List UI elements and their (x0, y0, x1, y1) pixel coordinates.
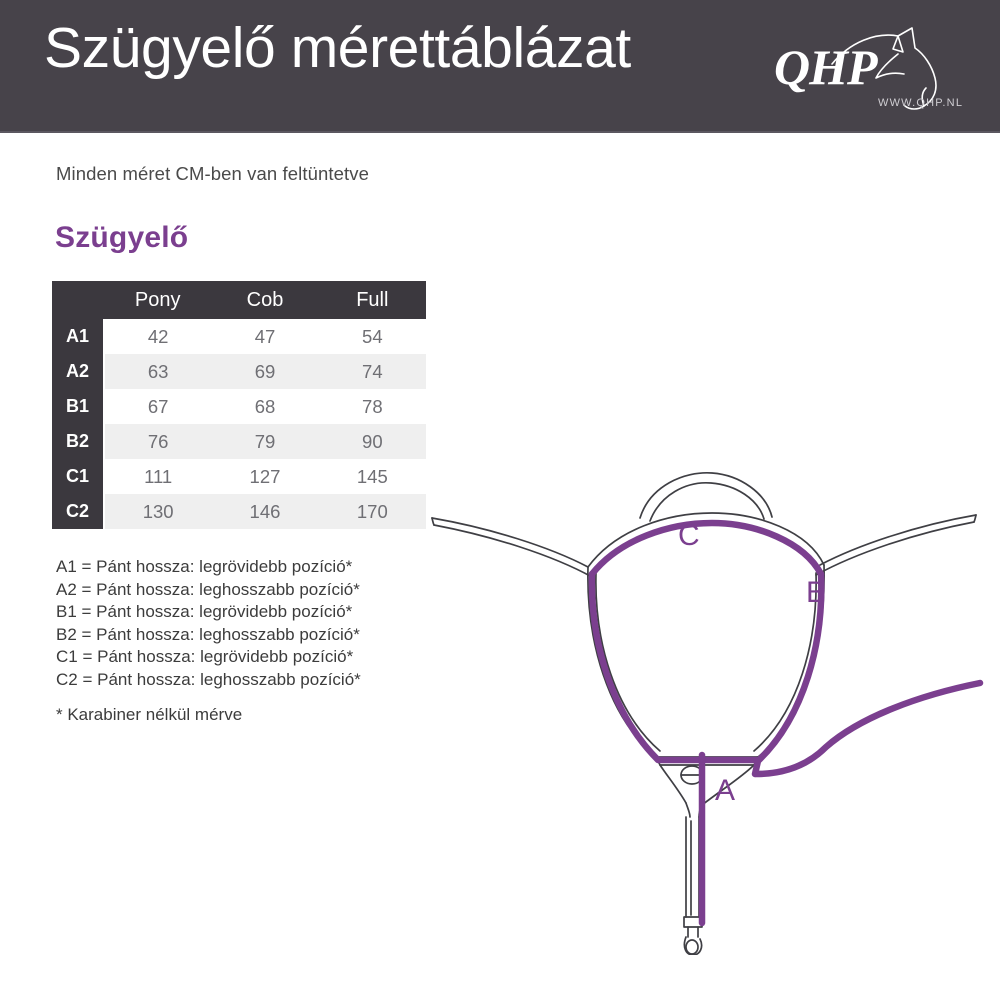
row-label-b1: B1 (52, 389, 104, 424)
column-header-full: Full (319, 281, 426, 319)
cell-c2-pony: 130 (104, 494, 211, 529)
legend-item-a2: A2 = Pánt hossza: leghosszabb pozíció* (56, 579, 360, 599)
cell-a2-full: 74 (319, 354, 426, 389)
measurement-line-left-body (592, 574, 756, 760)
cell-c2-cob: 146 (211, 494, 318, 529)
cell-b1-full: 78 (319, 389, 426, 424)
size-table (52, 281, 426, 529)
qhp-logo (772, 22, 972, 117)
legend-footnote: * Karabiner nélkül mérve (56, 705, 243, 724)
units-note: Minden méret CM-ben van feltüntetve (56, 163, 370, 184)
legend-item-c1: C1 = Pánt hossza: legrövidebb pozíció* (56, 647, 354, 667)
row-label-c2: C2 (52, 494, 104, 529)
row-label-c1: C1 (52, 459, 104, 494)
legend-item-a1: A1 = Pánt hossza: legrövidebb pozíció* (56, 557, 353, 576)
cell-b2-cob: 79 (211, 424, 318, 459)
cell-a1-full: 54 (319, 319, 426, 354)
legend (56, 556, 361, 692)
section-heading: Szügyelő (55, 221, 189, 254)
table-corner-cell (52, 281, 104, 319)
row-label-a1: A1 (52, 319, 104, 354)
page-title: Szügyelő mérettáblázat (44, 16, 631, 80)
diagram-label-c: C (678, 519, 700, 552)
cell-b1-pony: 67 (104, 389, 211, 424)
diagram-label-a: A (715, 774, 736, 807)
measurement-highlight-lines (592, 523, 980, 923)
table-header-row (52, 281, 426, 319)
svg-text:QHP: QHP (774, 39, 877, 95)
breastplate-diagram (420, 455, 990, 955)
cell-a2-cob: 69 (211, 354, 318, 389)
cell-a1-cob: 47 (211, 319, 318, 354)
cell-c1-full: 145 (319, 459, 426, 494)
table-head (52, 281, 426, 319)
legend-item-c2: C2 = Pánt hossza: leghosszabb pozíció* (56, 669, 361, 689)
table-row (52, 389, 426, 424)
column-header-cob: Cob (211, 281, 318, 319)
table-row (52, 424, 426, 459)
table-row (52, 319, 426, 354)
table-row (52, 354, 426, 389)
cell-b1-cob: 68 (211, 389, 318, 424)
table-body (52, 319, 426, 529)
table-row (52, 459, 426, 494)
cell-b2-full: 90 (319, 424, 426, 459)
table-row (52, 494, 426, 529)
page-header (0, 0, 1000, 133)
cell-a2-pony: 63 (104, 354, 211, 389)
cell-b2-pony: 76 (104, 424, 211, 459)
legend-item-b2: B2 = Pánt hossza: leghosszabb pozíció* (56, 624, 360, 644)
cell-a1-pony: 42 (104, 319, 211, 354)
cell-c1-pony: 111 (104, 459, 211, 494)
row-label-a2: A2 (52, 354, 104, 389)
cell-c2-full: 170 (319, 494, 426, 529)
row-label-b2: B2 (52, 424, 104, 459)
measurement-line-b-strap (756, 683, 980, 774)
qhp-wordmark (774, 39, 878, 95)
legend-item-b1: B1 = Pánt hossza: legrövidebb pozíció* (56, 602, 353, 622)
cell-c1-cob: 127 (211, 459, 318, 494)
column-header-pony: Pony (104, 281, 211, 319)
diagram-label-b: B (806, 576, 827, 609)
logo-url-text: WWW.QHP.NL (878, 97, 964, 109)
